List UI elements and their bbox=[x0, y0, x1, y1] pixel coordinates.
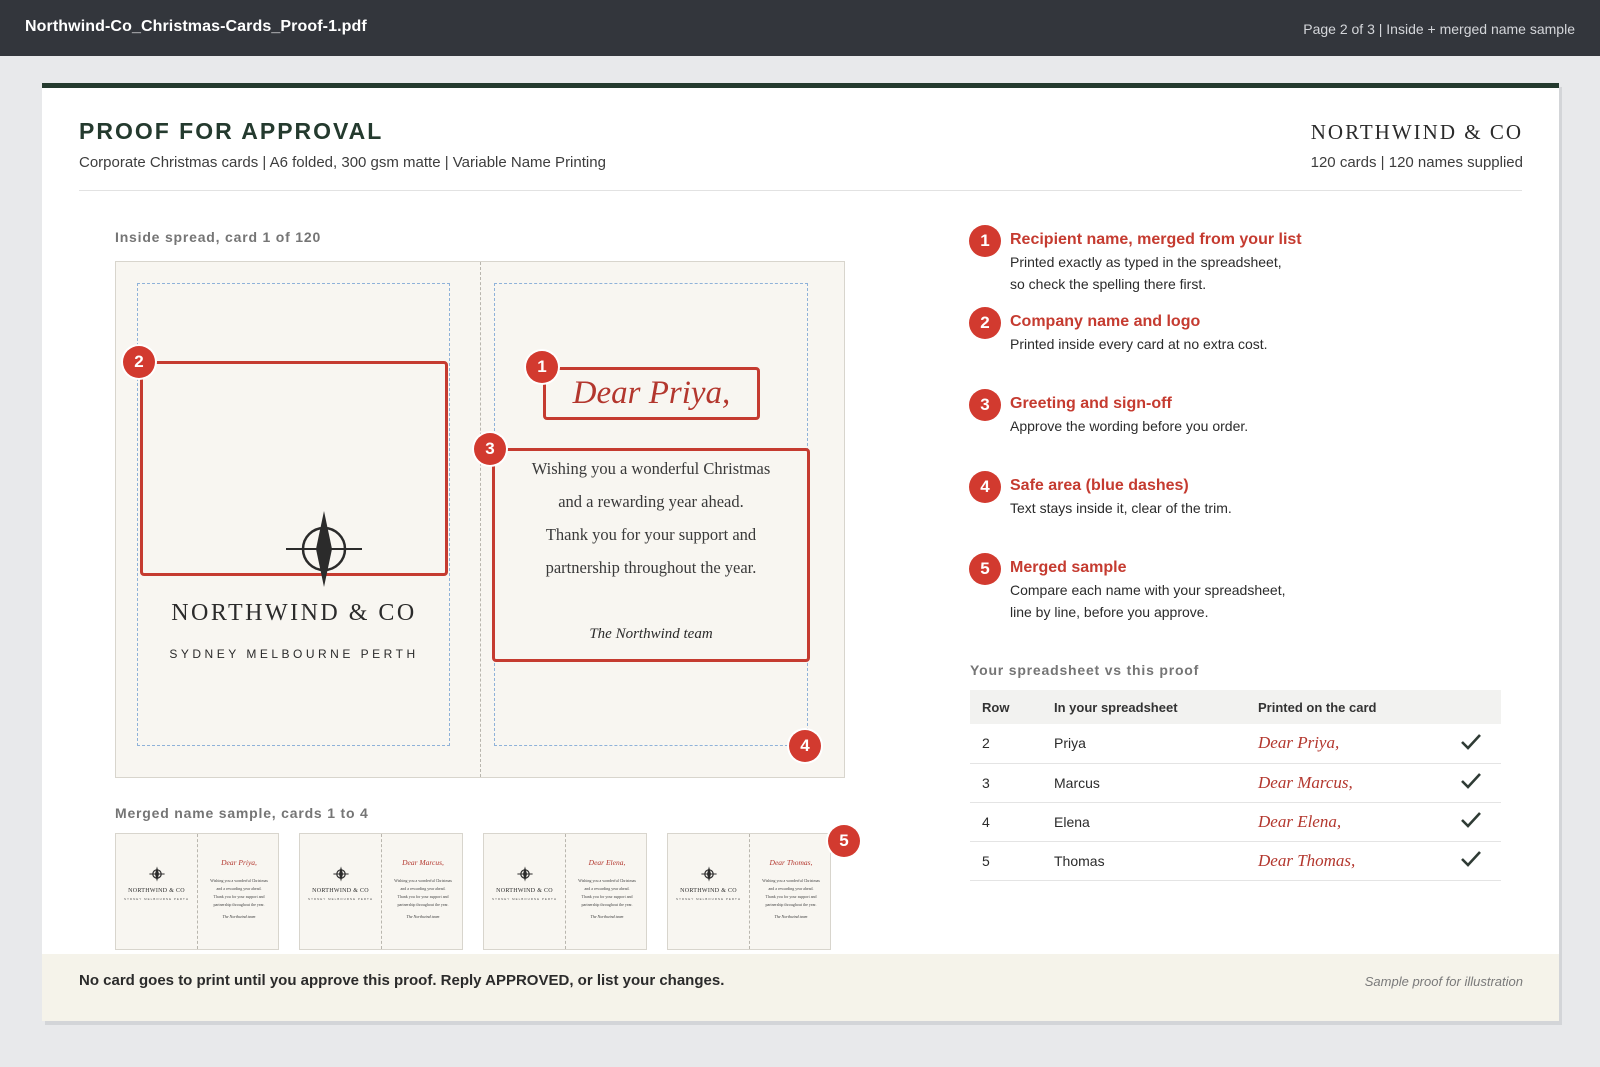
inside-spread bbox=[115, 261, 845, 778]
row-number: 5 bbox=[970, 841, 1042, 880]
callout-badge-3: 3 bbox=[474, 433, 506, 465]
printed-name: Dear Elena, bbox=[1246, 802, 1441, 841]
greeting-callout-box bbox=[492, 448, 810, 662]
table-row bbox=[970, 763, 1501, 802]
thumb-greeting: Dear Priya, bbox=[221, 858, 257, 867]
note-line: Compare each name with your spreadsheet, bbox=[1010, 582, 1286, 598]
table-row bbox=[970, 841, 1501, 880]
page-subtitle: Corporate Christmas cards | A6 folded, 300 gsm matte | Variable Name Printing bbox=[79, 154, 606, 171]
pdf-titlebar bbox=[0, 0, 1600, 56]
table-row bbox=[970, 802, 1501, 841]
thumb-fold bbox=[381, 834, 382, 949]
file-name: Northwind-Co_Christmas-Cards_Proof-1.pdf bbox=[25, 18, 367, 35]
note-line: so check the spelling there first. bbox=[1010, 275, 1207, 292]
page-indicator: Page 2 of 3 | Inside + merged name sample bbox=[1303, 21, 1575, 37]
thumb-fold bbox=[749, 834, 750, 949]
checkmark-icon bbox=[1441, 763, 1501, 802]
thumb-line: partnership throughout the year. bbox=[213, 902, 265, 907]
thumb-line: Wishing you a wonderful Christmas bbox=[578, 878, 636, 883]
note-title-merged: Merged sample bbox=[1010, 559, 1127, 576]
spreadsheet-name: Marcus bbox=[1042, 763, 1246, 802]
column-header-printed: Printed on the card bbox=[1246, 690, 1441, 724]
printed-name: Dear Marcus, bbox=[1246, 763, 1441, 802]
fold-line bbox=[480, 262, 481, 777]
logo-cities: SYDNEY MELBOURNE PERTH bbox=[169, 647, 419, 661]
merged-card-thumbnail bbox=[115, 833, 279, 950]
note-text-company bbox=[1010, 334, 1330, 356]
compass-logo-icon bbox=[333, 866, 349, 882]
thumb-brand: NORTHWIND & CO bbox=[312, 888, 369, 894]
note-badge-1: 1 bbox=[969, 225, 1001, 257]
order-summary: 120 cards | 120 names supplied bbox=[1310, 154, 1523, 171]
note-text-recipient bbox=[1010, 252, 1330, 295]
thumb-line: and a rewarding year ahead. bbox=[400, 886, 446, 891]
thumb-fold bbox=[565, 834, 566, 949]
thumb-greeting: Dear Elena, bbox=[588, 858, 626, 867]
spreadsheet-name: Thomas bbox=[1042, 841, 1246, 880]
note-line: line by line, before you approve. bbox=[1010, 603, 1209, 620]
table-header-row bbox=[970, 690, 1501, 724]
comparison-label: Your spreadsheet vs this proof bbox=[970, 662, 1200, 678]
note-line: Text stays inside it, clear of the trim. bbox=[1010, 500, 1232, 516]
row-number: 3 bbox=[970, 763, 1042, 802]
callout-badge-2: 2 bbox=[123, 346, 155, 378]
greeting-line: partnership throughout the year. bbox=[545, 558, 757, 577]
note-title-greeting: Greeting and sign-off bbox=[1010, 395, 1172, 412]
thumb-brand: NORTHWIND & CO bbox=[128, 888, 185, 894]
thumb-line: Wishing you a wonderful Christmas bbox=[762, 878, 820, 883]
greeting-line: Wishing you a wonderful Christmas bbox=[531, 459, 771, 478]
note-badge-2: 2 bbox=[969, 307, 1001, 339]
thumb-greeting: Dear Thomas, bbox=[769, 858, 813, 867]
sample-disclaimer: Sample proof for illustration bbox=[1364, 974, 1523, 989]
approval-footer bbox=[42, 954, 1559, 1021]
comparison-table bbox=[970, 690, 1501, 881]
thumb-line: Thank you for your support and bbox=[581, 894, 633, 899]
thumb-line: and a rewarding year ahead. bbox=[768, 886, 814, 891]
printed-name: Dear Priya, bbox=[1246, 724, 1441, 763]
thumb-cities: SYDNEY MELBOURNE PERTH bbox=[491, 897, 558, 901]
note-title-recipient: Recipient name, merged from your list bbox=[1010, 231, 1302, 248]
thumb-greeting: Dear Marcus, bbox=[402, 858, 444, 867]
greeting-line: Thank you for your support and bbox=[545, 525, 757, 544]
thumb-line: Thank you for your support and bbox=[213, 894, 265, 899]
spreadsheet-name: Priya bbox=[1042, 724, 1246, 763]
logo-callout-box bbox=[140, 361, 448, 661]
column-header-check bbox=[1441, 690, 1501, 724]
callout-badge-1: 1 bbox=[526, 351, 558, 383]
spread-label: Inside spread, card 1 of 120 bbox=[115, 229, 322, 245]
thumb-cities: SYDNEY MELBOURNE PERTH bbox=[123, 897, 190, 901]
compass-logo-icon bbox=[701, 866, 717, 882]
note-text-greeting bbox=[1010, 416, 1330, 438]
checkmark-icon bbox=[1441, 802, 1501, 841]
thumb-signoff: The Northwind team bbox=[222, 914, 256, 919]
thumb-line: Thank you for your support and bbox=[397, 894, 449, 899]
spreadsheet-name: Elena bbox=[1042, 802, 1246, 841]
name-callout-box bbox=[543, 367, 760, 420]
thumb-line: Wishing you a wonderful Christmas bbox=[210, 878, 268, 883]
thumb-line: partnership throughout the year. bbox=[397, 902, 449, 907]
note-line: Printed inside every card at no extra cost. bbox=[1010, 336, 1268, 352]
thumb-line: Wishing you a wonderful Christmas bbox=[394, 878, 452, 883]
thumb-brand: NORTHWIND & CO bbox=[680, 888, 737, 894]
note-text-safe-area bbox=[1010, 498, 1330, 520]
checkmark-icon bbox=[1441, 724, 1501, 763]
note-line: Approve the wording before you order. bbox=[1010, 418, 1249, 434]
header-divider bbox=[79, 190, 1522, 191]
merged-sample-label: Merged name sample, cards 1 to 4 bbox=[115, 805, 369, 821]
merged-card-thumbnail bbox=[299, 833, 463, 950]
column-header-row: Row bbox=[970, 690, 1042, 724]
greeting-line: and a rewarding year ahead. bbox=[558, 492, 744, 511]
thumb-line: and a rewarding year ahead. bbox=[216, 886, 262, 891]
note-title-safe-area: Safe area (blue dashes) bbox=[1010, 477, 1189, 494]
note-title-company: Company name and logo bbox=[1010, 313, 1201, 330]
brand-wordmark: NORTHWIND & CO bbox=[1310, 120, 1523, 144]
thumb-fold bbox=[197, 834, 198, 949]
recipient-greeting: Dear Priya, bbox=[572, 375, 731, 411]
thumb-signoff: The Northwind team bbox=[590, 914, 624, 919]
thumb-signoff: The Northwind team bbox=[774, 914, 808, 919]
thumb-cities: SYDNEY MELBOURNE PERTH bbox=[307, 897, 374, 901]
note-line: Printed exactly as typed in the spreadsheet, bbox=[1010, 254, 1282, 270]
thumb-line: and a rewarding year ahead. bbox=[584, 886, 630, 891]
thumb-brand: NORTHWIND & CO bbox=[496, 888, 553, 894]
row-number: 2 bbox=[970, 724, 1042, 763]
thumb-line: partnership throughout the year. bbox=[581, 902, 633, 907]
note-badge-4: 4 bbox=[969, 471, 1001, 503]
merged-card-thumbnail bbox=[483, 833, 647, 950]
compass-logo-icon bbox=[284, 509, 364, 589]
callout-badge-4: 4 bbox=[789, 730, 821, 762]
thumb-line: partnership throughout the year. bbox=[765, 902, 817, 907]
thumb-line: Thank you for your support and bbox=[765, 894, 817, 899]
note-text-merged bbox=[1010, 580, 1330, 623]
table-row bbox=[970, 724, 1501, 763]
callout-badge-5: 5 bbox=[828, 825, 860, 857]
row-number: 4 bbox=[970, 802, 1042, 841]
compass-logo-icon bbox=[517, 866, 533, 882]
checkmark-icon bbox=[1441, 841, 1501, 880]
signoff: The Northwind team bbox=[589, 626, 713, 642]
merged-card-thumbnail bbox=[667, 833, 831, 950]
compass-logo-icon bbox=[149, 866, 165, 882]
note-badge-5: 5 bbox=[969, 553, 1001, 585]
note-badge-3: 3 bbox=[969, 389, 1001, 421]
thumb-cities: SYDNEY MELBOURNE PERTH bbox=[675, 897, 742, 901]
printed-name: Dear Thomas, bbox=[1246, 841, 1441, 880]
thumb-signoff: The Northwind team bbox=[406, 914, 440, 919]
proof-sheet bbox=[42, 83, 1559, 1021]
approval-instruction: No card goes to print until you approve this proof. Reply APPROVED, or list your changes. bbox=[79, 972, 725, 989]
page-title: PROOF FOR APPROVAL bbox=[79, 118, 384, 144]
column-header-spreadsheet: In your spreadsheet bbox=[1042, 690, 1246, 724]
logo-company-name: NORTHWIND & CO bbox=[171, 600, 417, 626]
